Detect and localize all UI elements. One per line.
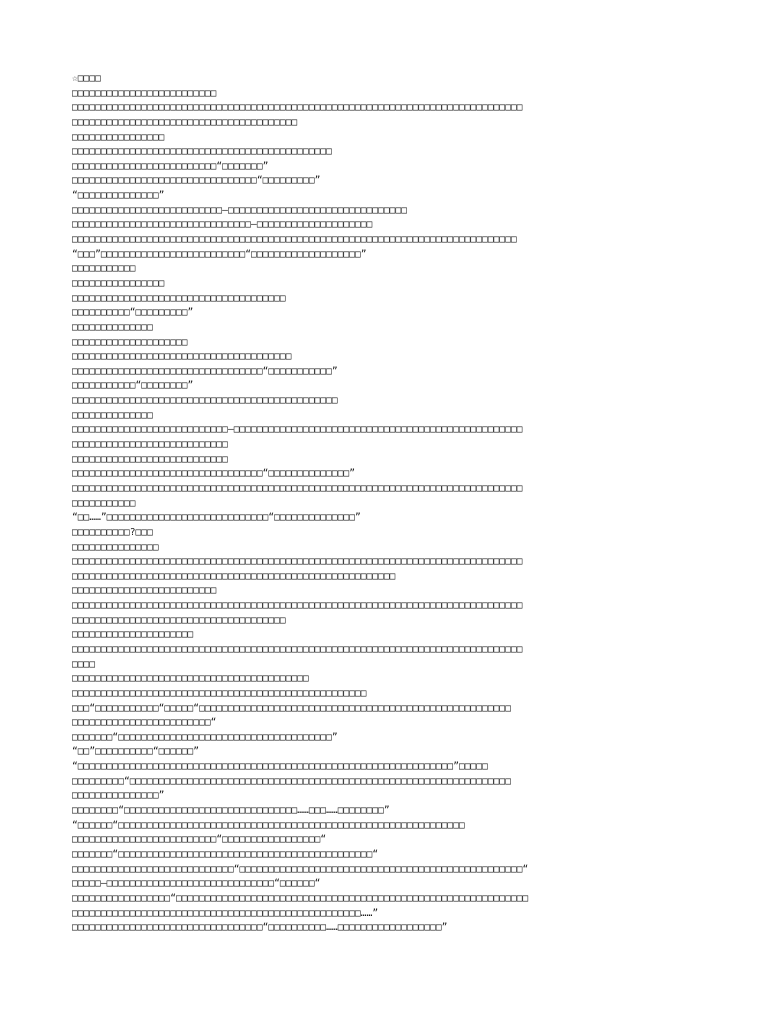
text-line: □□□□□□□□□□□□□□□□□□□□□□□□□□□□□□□□□□□□□□□□□□□□□□□□□□□□□□□□□□□□□□□□□□□□□□□□□□□□□: [72, 234, 517, 246]
text-line: □□□□□□□□□□□□□□□□□□□□□□□□□□□□□□□□□□□□□□□□□□□□□□□□□□□□□□□□□□□□□□□□□□□□□□□□□□□□□□: [72, 482, 523, 494]
text-line: □□□□□□□□□□□□□□□□□□□□□□□□□□□□□□□□□□□□□: [72, 292, 286, 304]
text-line: □□□□□□□□□□□□□□□□□□□□□□□□□□□□□□□□□□□□□□□□□□□□□□□□□□□□□□□□□□□□□□□□□□□□□□□□□□□□□□: [72, 643, 523, 655]
text-line: □□□□□—□□□□□□□□□□□□□□□□□□□□□□□□□□□□□“□□□□□□“: [72, 878, 321, 890]
text-line: □□□“□□□□□□□□□□□“□□□□□“□□□□□□□□□□□□□□□□□□□□□□□□□□□□□□□□□□□□□□□□□□□□□□□□□□□□□□: [72, 702, 511, 714]
text-line: ☆□□□□: [72, 73, 101, 84]
text-line: □□□□□□□□□□□□□□□□□□□□□□□□□□□□□□□□□□□□□□□□□□□□□□□□□□……”: [72, 907, 379, 919]
text-line: □□□□□□□□□□□□□□□□□□□□□□□□“: [72, 717, 217, 729]
text-line: “□□□□□□□□□□□□□□□□□□□□□□□□□□□□□□□□□□□□□□□□□□□□□□□□□□□□□□□□□□□□□□□□□”□□□□□: [72, 761, 488, 773]
text-line: □□□□□□□□□□?□□□: [72, 526, 153, 538]
text-line: □□□□□□□□□□□□□□□□□□□□□□□□□□□□□□□□□□□□□□□□□□□□□□□□□□□□□□□□: [72, 570, 396, 582]
text-line: “□□□□□□“□□□□□□□□□□□□□□□□□□□□□□□□□□□□□□□□□□□□□□□□□□□□□□□□□□□□□□□□□□□□: [72, 819, 465, 831]
text-line: □□□□□□□□□□□□□□□”: [72, 790, 165, 802]
text-line: □□□□□□□□□□□□□□: [72, 321, 153, 333]
text-line: □□□□□□□□□□□□□□: [72, 409, 153, 421]
text-line: □□□□□□□□□□□□□□□□□□□□□□□□□□□□□□□□□□□□□□□□□□□□□□: [72, 395, 338, 407]
text-line: □□□□□□□□□□□□□□□□□“□□□□□□□□□□□□□□□□□□□□□□□□□□□□□□□□□□□□□□□□□□□□□□□□□□□□□□□□□□□□□: [72, 892, 529, 904]
text-line: □□□□: [72, 658, 96, 670]
text-line: □□□□□□□□□□□□□□□□□□□□□□□□□□□□“□□□□□□□□□□□□□□□□□□□□□□□□□□□□□□□□□□□□□□□□□□□□□□□□□“: [72, 863, 529, 875]
document-page: [72, 72, 700, 952]
text-line: □□□□□□□□□□□□□□□□□□□□□□□□□□□□□□□□□□□□□□: [72, 351, 292, 363]
text-line: □□□□□□□□□□□□□□□□□□□□□□□□□□□—□□□□□□□□□□□□□□□□□□□□□□□□□□□□□□□□□□□□□□□□□□□□□□□□□□: [72, 424, 523, 436]
text-line: □□□□□□□□□□□□□□□: [72, 541, 159, 553]
text-line: □□□□□□□□□□□□□□□□□□□□□□□□□□□□□□□□□□□□□□□□□□□□□: [72, 146, 332, 158]
text-line: □□□□□□□“□□□□□□□□□□□□□□□□□□□□□□□□□□□□□□□□□□□□□□□□□□□□“: [72, 848, 379, 860]
text-line: □□□□□□□□□□□□□□□□□□□□□□□□□: [72, 87, 217, 99]
text-line: □□□□□□□□□□□□□□□□□□□□□□□□□□□□□□□□□□□□□□□: [72, 116, 298, 128]
text-line: “□□□”□□□□□□□□□□□□□□□□□□□□□□□□□“□□□□□□□□□□□□□□□□□□□”: [72, 248, 367, 260]
text-line: □□□□□□□□□□□□□□□□□□□□□□□□□□□: [72, 453, 228, 465]
text-line: □□□□□□□□□□□□□□□□□□□□□□□□□□□□□□□□□□□□□□□□□□□□□□□□□□□□□□□□□□□□□□□□□□□□□□□□□□□□□□: [72, 600, 523, 612]
text-line: □□□□□□□□□□□□□□□□□□□□□: [72, 629, 194, 641]
text-line: □□□□□□□□□□□□□□□□□□□□□□□□□“□□□□□□□□□□□□□□□□□“: [72, 834, 327, 846]
text-line: □□□□□□□□□□□□□□□□□□□□□□□□□□□□□□□□“□□□□□□□□□”: [72, 175, 321, 187]
text-line: □□□□□□□□□□□□□□□□□□□□□□□□□□□□□□□□□“□□□□□□□□□□□□□□”: [72, 468, 356, 480]
text-line: □□□□□□□□□□□□□□□□□□□□□□□□□□□□□□□□□□□□□□□□□□□□□□□□□□□: [72, 687, 367, 699]
text-line: □□□□□□□“□□□□□□□□□□□□□□□□□□□□□□□□□□□□□□□□□□□□□”: [72, 731, 338, 743]
text-line: □□□□□□□□□□□□□□□□□□□□□□□□□□□□□□□—□□□□□□□□□□□□□□□□□□□□: [72, 219, 373, 231]
text-line: □□□□□□□□□□□□□□□□: [72, 277, 165, 289]
text-line: □□□□□□□□□□□“□□□□□□□□”: [72, 380, 194, 392]
text-line: “□□”□□□□□□□□□□“□□□□□□”: [72, 746, 200, 758]
text-line: □□□□□□□□□□□□□□□□□□□□□□□□□□□: [72, 439, 228, 451]
text-line: □□□□□□□□□□□: [72, 497, 136, 509]
text-line: □□□□□□□□□“□□□□□□□□□□□□□□□□□□□□□□□□□□□□□□□□□□□□□□□□□□□□□□□□□□□□□□□□□□□□□□□□□□: [72, 775, 511, 787]
text-line: □□□□□□□□□□□□□□□□□□□□□□□□□□□□□□□□□□□□□: [72, 614, 286, 626]
text-line: □□□□□□□□□□□□□□□□□□□□□□□□□: [72, 585, 217, 597]
text-line: □□□□□□□□□□□□□□□□□□□□□□□□□“□□□□□□□”: [72, 160, 269, 172]
text-line: “□□……”□□□□□□□□□□□□□□□□□□□□□□□□□□□□“□□□□□□□□□□□□□□”: [72, 512, 361, 524]
text-line: “□□□□□□□□□□□□□□”: [72, 190, 165, 202]
text-line: □□□□□□□□□□□□□□□□□□□□: [72, 336, 188, 348]
text-line: □□□□□□□□□□“□□□□□□□□□”: [72, 307, 194, 319]
text-line: □□□□□□□□□□□□□□□□: [72, 131, 165, 143]
text-line: □□□□□□□□□□□□□□□□□□□□□□□□□□□□□□□□□□□□□□□□□□□□□□□□□□□□□□□□□□□□□□□□□□□□□□□□□□□□□□: [72, 102, 523, 114]
text-line: □□□□□□□□□□□: [72, 263, 136, 275]
text-line: □□□□□□□□□□□□□□□□□□□□□□□□□□□□□□□□□“□□□□□□□□□□□”: [72, 365, 338, 377]
text-line: □□□□□□□□“□□□□□□□□□□□□□□□□□□□□□□□□□□□□□□……□□□……□□□□□□□□”: [72, 805, 390, 817]
text-line: □□□□□□□□□□□□□□□□□□□□□□□□□□□□□□□□□□□□□□□□□: [72, 673, 309, 685]
text-line: □□□□□□□□□□□□□□□□□□□□□□□□□□□□□□□□□“□□□□□□□□□□……□□□□□□□□□□□□□□□□□□”: [72, 922, 448, 934]
text-line: □□□□□□□□□□□□□□□□□□□□□□□□□□—□□□□□□□□□□□□□□□□□□□□□□□□□□□□□□□: [72, 204, 408, 216]
text-line: □□□□□□□□□□□□□□□□□□□□□□□□□□□□□□□□□□□□□□□□□□□□□□□□□□□□□□□□□□□□□□□□□□□□□□□□□□□□□□: [72, 556, 523, 568]
